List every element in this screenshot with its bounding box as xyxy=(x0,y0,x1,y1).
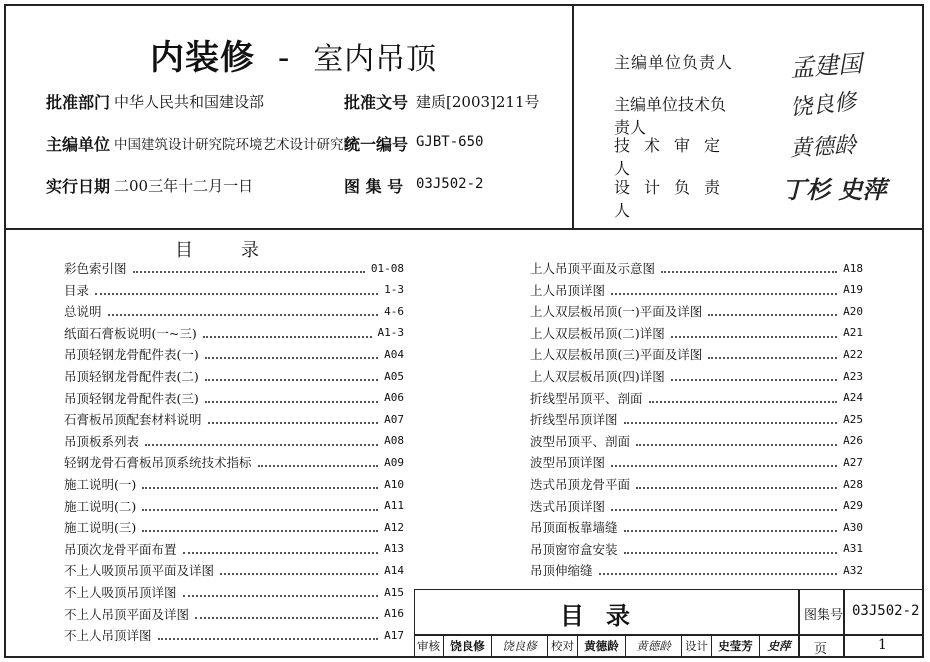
toc-leader-dots xyxy=(624,552,838,554)
title-main: 内装修 xyxy=(150,38,255,78)
toc-entry-title: 纸面石膏板说明(一~三) xyxy=(64,325,197,341)
sign-row xyxy=(414,636,798,656)
toc-entry-code: A14 xyxy=(384,563,404,577)
toc-entry-title: 波型吊顶详图 xyxy=(530,455,606,471)
footer-title: 目录 xyxy=(560,601,652,630)
sign-role-designer: 设计 xyxy=(682,636,712,656)
toc-leader-dots xyxy=(205,379,378,381)
toc-entry xyxy=(64,496,404,516)
toc-leader-dots xyxy=(142,487,378,489)
toc-entry xyxy=(64,344,404,364)
value-effective-date: 二00三年十二月一日 xyxy=(114,177,254,195)
page-title xyxy=(150,30,437,79)
toc-entry-code: A26 xyxy=(843,434,863,448)
toc-leader-dots xyxy=(661,271,837,273)
role-design-head: 设计负责人 xyxy=(614,178,735,220)
toc-entry-title: 折线型吊顶平、剖面 xyxy=(530,390,643,406)
toc-entry-title: 迭式吊顶详图 xyxy=(530,498,606,514)
toc-entry xyxy=(64,625,404,645)
toc-entry xyxy=(530,431,863,451)
toc-entry-title: 吊顶窗帘盒安装 xyxy=(530,541,618,557)
toc-entry xyxy=(530,280,863,300)
toc-entry-title: 施工说明(二) xyxy=(64,498,137,514)
toc-leader-dots xyxy=(220,573,378,575)
toc-entry-title: 不上人吊顶平面及详图 xyxy=(64,606,190,622)
toc-entry-code: 1-3 xyxy=(384,283,404,297)
toc-entry-code: A12 xyxy=(384,520,404,534)
sign-sig-checker: 黄德龄 xyxy=(626,636,682,656)
toc-entry xyxy=(530,409,863,429)
signature-3: 丁杉 史萍 xyxy=(782,175,887,204)
toc-leader-dots xyxy=(195,617,378,619)
toc-entry-code: A16 xyxy=(384,607,404,621)
toc-entry-title: 总说明 xyxy=(64,304,102,320)
toc-entry xyxy=(530,474,863,494)
footer-atlas-label: 图集号 xyxy=(804,608,844,623)
toc-entry-title: 石膏板吊顶配套材料说明 xyxy=(64,412,202,428)
label-chief-editor: 主编单位 xyxy=(46,135,111,154)
role-tech-reviewer: 技术审定人 xyxy=(614,136,735,178)
toc-entry-title: 吊顶轻钢龙骨配件表(三) xyxy=(64,390,199,406)
toc-entry-code: A1-3 xyxy=(377,326,404,340)
value-chief-editor: 中国建筑设计研究院环境艺术设计研究院 xyxy=(114,137,357,153)
toc-entry-code: A28 xyxy=(843,477,863,491)
value-approval-dept: 中华人民共和国建设部 xyxy=(114,93,265,111)
toc-entry-code: A06 xyxy=(384,391,404,405)
toc-entry-code: A29 xyxy=(843,499,863,513)
toc-entry-title: 上人吊顶平面及示意图 xyxy=(530,261,656,276)
toc-entry xyxy=(64,582,404,602)
title-sub: 室内吊顶 xyxy=(313,42,438,77)
toc-leader-dots xyxy=(203,336,372,338)
toc-leader-dots xyxy=(624,530,838,532)
toc-leader-dots xyxy=(133,271,365,273)
title-dash: - xyxy=(277,38,291,78)
toc-entry-title: 轻钢龙骨石膏板吊顶系统技术指标 xyxy=(64,455,252,471)
sign-sig-reviewer: 饶良修 xyxy=(492,636,548,656)
toc-entry xyxy=(64,366,404,386)
toc-leader-dots xyxy=(142,530,378,532)
toc-entry-code: A30 xyxy=(843,520,863,534)
toc-entry-title: 吊顶次龙骨平面布置 xyxy=(64,541,177,557)
toc-entry xyxy=(530,344,863,364)
header-vertical-divider xyxy=(572,4,574,229)
toc-entry-title: 上人双层板吊顶(三)平面及详图 xyxy=(530,347,703,363)
sign-name-designer: 史莹芳 xyxy=(712,636,760,656)
label-approval-dept: 批准部门 xyxy=(46,93,111,112)
toc-leader-dots xyxy=(142,509,378,511)
toc-entry xyxy=(64,452,404,472)
toc-entry xyxy=(530,517,863,537)
toc-entry xyxy=(64,431,404,451)
toc-entry xyxy=(530,560,863,580)
toc-leader-dots xyxy=(708,314,837,316)
value-unified-number: GJBT-650 xyxy=(416,134,484,150)
toc-entry-title: 吊顶伸缩缝 xyxy=(530,563,593,579)
toc-leader-dots xyxy=(611,509,837,511)
toc-entry-code: A11 xyxy=(384,499,404,513)
toc-entry-title: 彩色索引图 xyxy=(64,261,127,276)
toc-entry-code: A08 xyxy=(384,434,404,448)
toc-entry-code: A15 xyxy=(384,585,404,599)
toc-entry-title: 吊顶轻钢龙骨配件表(二) xyxy=(64,369,199,384)
toc-leader-dots xyxy=(108,314,379,316)
toc-entry-code: A09 xyxy=(384,455,404,469)
toc-leader-dots xyxy=(624,422,838,424)
toc-entry-title: 上人双层板吊顶(二)详图 xyxy=(530,325,665,341)
toc-leader-dots xyxy=(636,444,837,446)
toc-entry xyxy=(64,323,404,343)
toc-entry xyxy=(530,323,863,343)
toc-entry xyxy=(530,539,863,559)
toc-leader-dots xyxy=(158,638,379,640)
toc-leader-dots xyxy=(671,336,837,338)
toc-entry-code: A20 xyxy=(843,304,863,318)
toc-leader-dots xyxy=(183,552,379,554)
toc-entry-code: A31 xyxy=(843,542,863,556)
toc-entry-code: 01-08 xyxy=(370,261,404,275)
toc-entry-code: A21 xyxy=(843,326,863,340)
toc-entry xyxy=(64,280,404,300)
toc-leader-dots xyxy=(708,357,837,359)
signature-1: 饶良修 xyxy=(789,89,858,122)
sign-name-checker: 黄德龄 xyxy=(578,636,626,656)
toc-entry-title: 目录 xyxy=(64,282,90,298)
label-effective-date: 实行日期 xyxy=(46,177,111,196)
toc-entry-code: A05 xyxy=(384,369,404,383)
title-block-vdivider-2 xyxy=(843,589,845,658)
toc-leader-dots xyxy=(208,422,379,424)
label-unified-number: 统一编号 xyxy=(344,135,409,154)
toc-entry-code: A13 xyxy=(384,542,404,556)
toc-leader-dots xyxy=(205,401,378,403)
toc-entry-code: A24 xyxy=(843,391,863,405)
toc-entry xyxy=(64,409,404,429)
toc-leader-dots xyxy=(671,379,837,381)
footer-page-label: 页 xyxy=(814,642,828,657)
toc-entry-title: 不上人吸顶吊顶详图 xyxy=(64,585,177,600)
footer-atlas-value: 03J502-2 xyxy=(852,603,920,619)
toc-entry xyxy=(530,496,863,516)
toc-entry xyxy=(530,301,863,321)
value-atlas-number: 03J502-2 xyxy=(416,176,484,192)
toc-entry xyxy=(64,388,404,408)
toc-entry-code: A04 xyxy=(384,347,404,361)
toc-entry xyxy=(64,517,404,537)
value-approval-doc: 建质[2003]211号 xyxy=(416,93,540,111)
toc-entry-code: A32 xyxy=(843,563,863,577)
label-atlas-number: 图 集 号 xyxy=(344,177,404,196)
toc-entry-code: A27 xyxy=(843,455,863,469)
toc-entry-code: A23 xyxy=(843,369,863,383)
toc-entry-title: 折线型吊顶详图 xyxy=(530,412,618,428)
toc-leader-dots xyxy=(145,444,378,446)
sign-sig-designer: 史萍 xyxy=(767,639,791,653)
signature-0: 孟建国 xyxy=(789,49,864,83)
toc-entry-title: 施工说明(三) xyxy=(64,520,137,536)
toc-leader-dots xyxy=(611,293,837,295)
toc-entry xyxy=(64,604,404,624)
sign-name-reviewer: 饶良修 xyxy=(444,636,492,656)
toc-entry-title: 上人吊顶详图 xyxy=(530,282,606,298)
toc-entry xyxy=(64,258,404,278)
toc-leader-dots xyxy=(611,465,837,467)
toc-entry-title: 上人双层板吊顶(一)平面及详图 xyxy=(530,304,703,320)
toc-entry-code: A18 xyxy=(843,261,863,275)
sign-role-reviewer: 审核 xyxy=(414,636,444,656)
sign-role-checker: 校对 xyxy=(548,636,578,656)
toc-title: 目录 xyxy=(175,240,307,261)
footer-page-value: 1 xyxy=(878,637,887,653)
signature-2: 黄德龄 xyxy=(789,133,857,162)
label-approval-doc: 批准文号 xyxy=(344,93,409,112)
toc-entry-title: 迭式吊顶龙骨平面 xyxy=(530,477,631,492)
toc-leader-dots xyxy=(649,401,838,403)
toc-entry-title: 不上人吊顶详图 xyxy=(64,628,152,644)
toc-leader-dots xyxy=(95,293,378,295)
toc-leader-dots xyxy=(183,595,379,597)
toc-entry xyxy=(64,560,404,580)
title-block-vdivider-1 xyxy=(798,589,800,658)
toc-entry-code: A22 xyxy=(843,347,863,361)
toc-leader-dots xyxy=(636,487,837,489)
toc-entry-code: 4-6 xyxy=(384,304,404,318)
toc-leader-dots xyxy=(258,465,379,467)
role-chief-unit-head: 主编单位负责人 xyxy=(614,53,734,72)
header-divider xyxy=(4,228,924,230)
toc-leader-dots xyxy=(599,573,838,575)
toc-entry-code: A25 xyxy=(843,412,863,426)
toc-entry xyxy=(64,539,404,559)
toc-entry xyxy=(530,258,863,278)
toc-entry-title: 吊顶面板靠墙缝 xyxy=(530,520,618,536)
toc-entry xyxy=(530,388,863,408)
toc-entry xyxy=(530,452,863,472)
role-tech-head: 主编单位技术负责人 xyxy=(614,95,727,137)
toc-entry-title: 上人双层板吊顶(四)详图 xyxy=(530,369,665,384)
toc-entry xyxy=(64,301,404,321)
toc-entry xyxy=(64,474,404,494)
toc-entry xyxy=(530,366,863,386)
toc-entry-code: A07 xyxy=(384,412,404,426)
toc-entry-title: 波型吊顶平、剖面 xyxy=(530,433,631,449)
toc-entry-title: 吊顶轻钢龙骨配件表(一) xyxy=(64,347,199,363)
toc-entry-code: A10 xyxy=(384,477,404,491)
toc-entry-title: 吊顶板系列表 xyxy=(64,433,140,449)
toc-entry-code: A19 xyxy=(843,283,863,297)
toc-leader-dots xyxy=(205,357,378,359)
toc-entry-title: 施工说明(一) xyxy=(64,477,137,492)
toc-entry-title: 不上人吸顶吊顶平面及详图 xyxy=(64,563,215,579)
toc-entry-code: A17 xyxy=(384,628,404,642)
